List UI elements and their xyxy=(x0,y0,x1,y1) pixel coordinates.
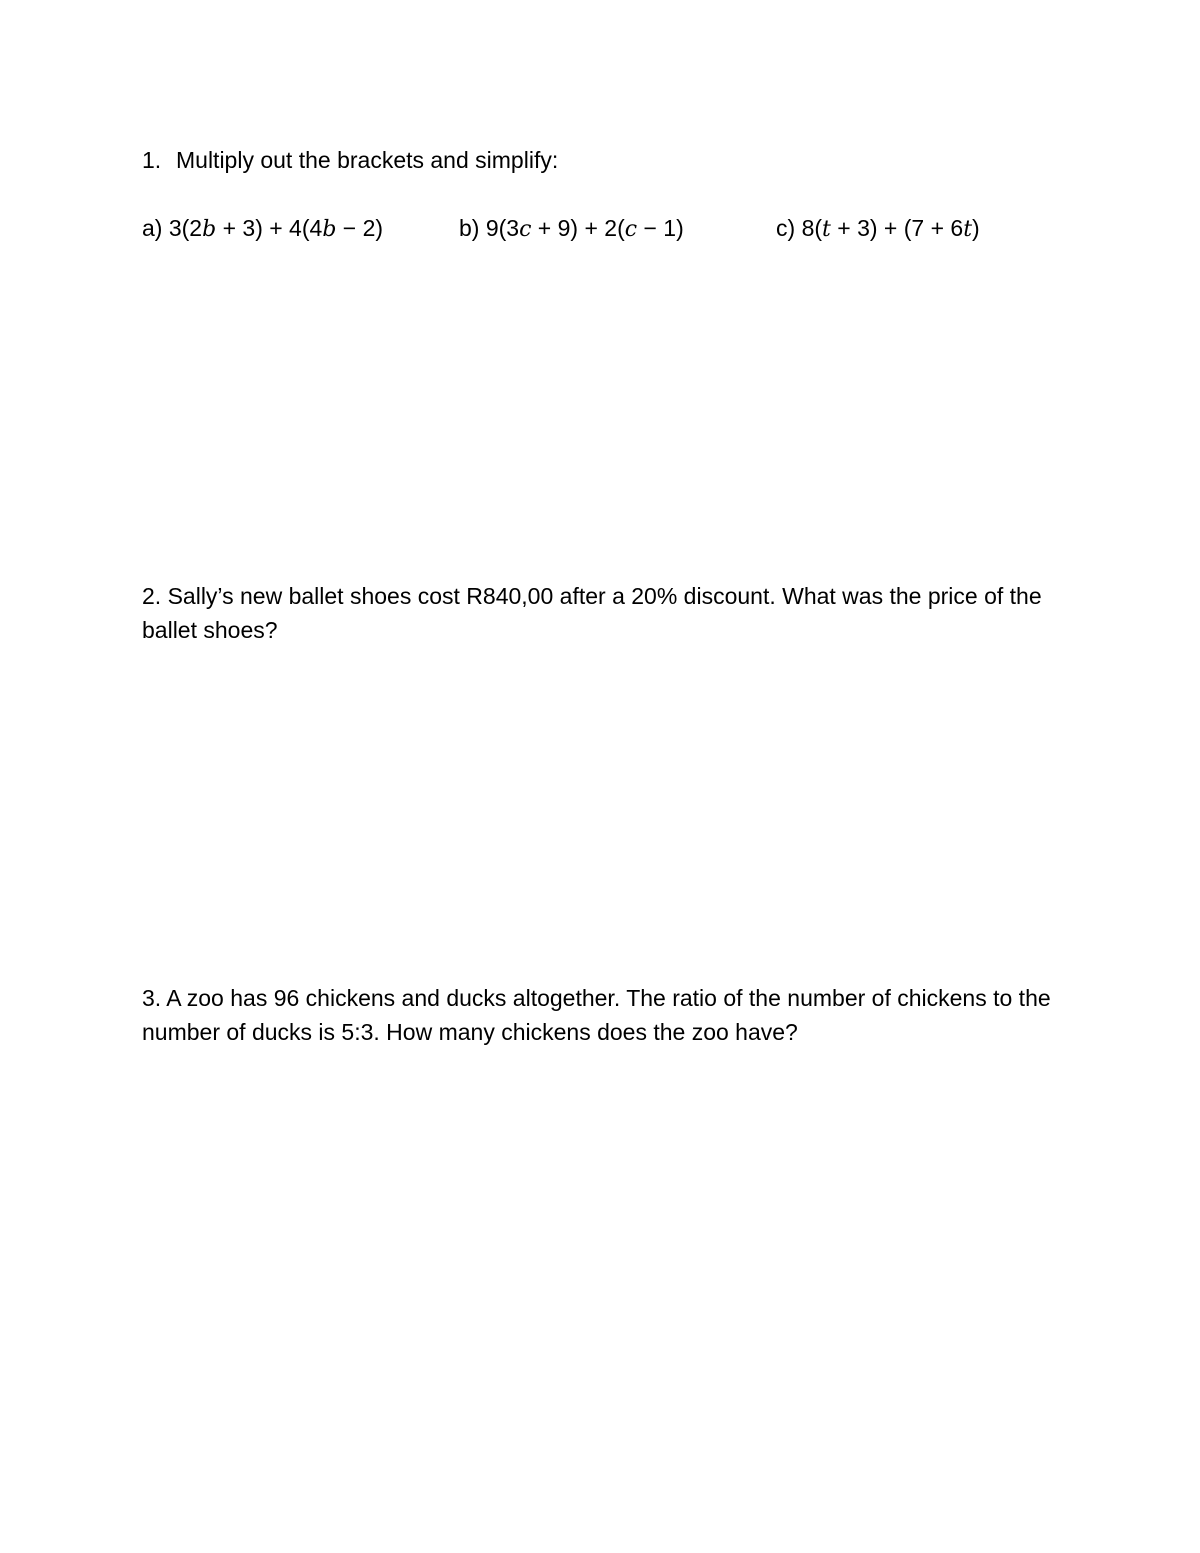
expr-text: 9(3 xyxy=(485,215,520,241)
expr-text: ) xyxy=(972,215,980,241)
part-label: b) xyxy=(459,215,480,241)
variable: c xyxy=(519,217,532,242)
question-2-text: 2. Sally’s new ballet shoes cost R840,00 after a 20% discount. What was the price of the ballet shoes? xyxy=(142,583,1042,643)
expr-text: + 3) + 4(4 xyxy=(216,215,323,241)
expr-text: + 3) + (7 + 6 xyxy=(830,215,964,241)
expr-text: − 1) xyxy=(637,215,684,241)
variable: t xyxy=(822,217,831,242)
variable: b xyxy=(202,217,217,242)
question-1a-expression xyxy=(142,212,383,246)
variable: b xyxy=(322,217,337,242)
expr-text: 3(2 xyxy=(168,215,203,241)
expr-text: 8( xyxy=(801,215,823,241)
question-3-text: 3. A zoo has 96 chickens and ducks altogether. The ratio of the number of chickens to the number of ducks is 5:3. How many chickens does the zoo have? xyxy=(142,985,1051,1045)
expr-text: + 9) + 2( xyxy=(531,215,625,241)
expr-text: − 2) xyxy=(336,215,384,241)
variable: t xyxy=(963,217,973,242)
part-label: a) xyxy=(142,215,163,241)
question-1c-expression xyxy=(776,212,980,246)
question-1b-expression xyxy=(459,212,684,246)
question-1-heading xyxy=(142,144,558,176)
question-1-number: 1. xyxy=(142,147,162,173)
variable: c xyxy=(624,217,638,242)
question-1-instruction: Multiply out the brackets and simplify: xyxy=(176,147,559,173)
part-label: c) xyxy=(776,215,796,241)
